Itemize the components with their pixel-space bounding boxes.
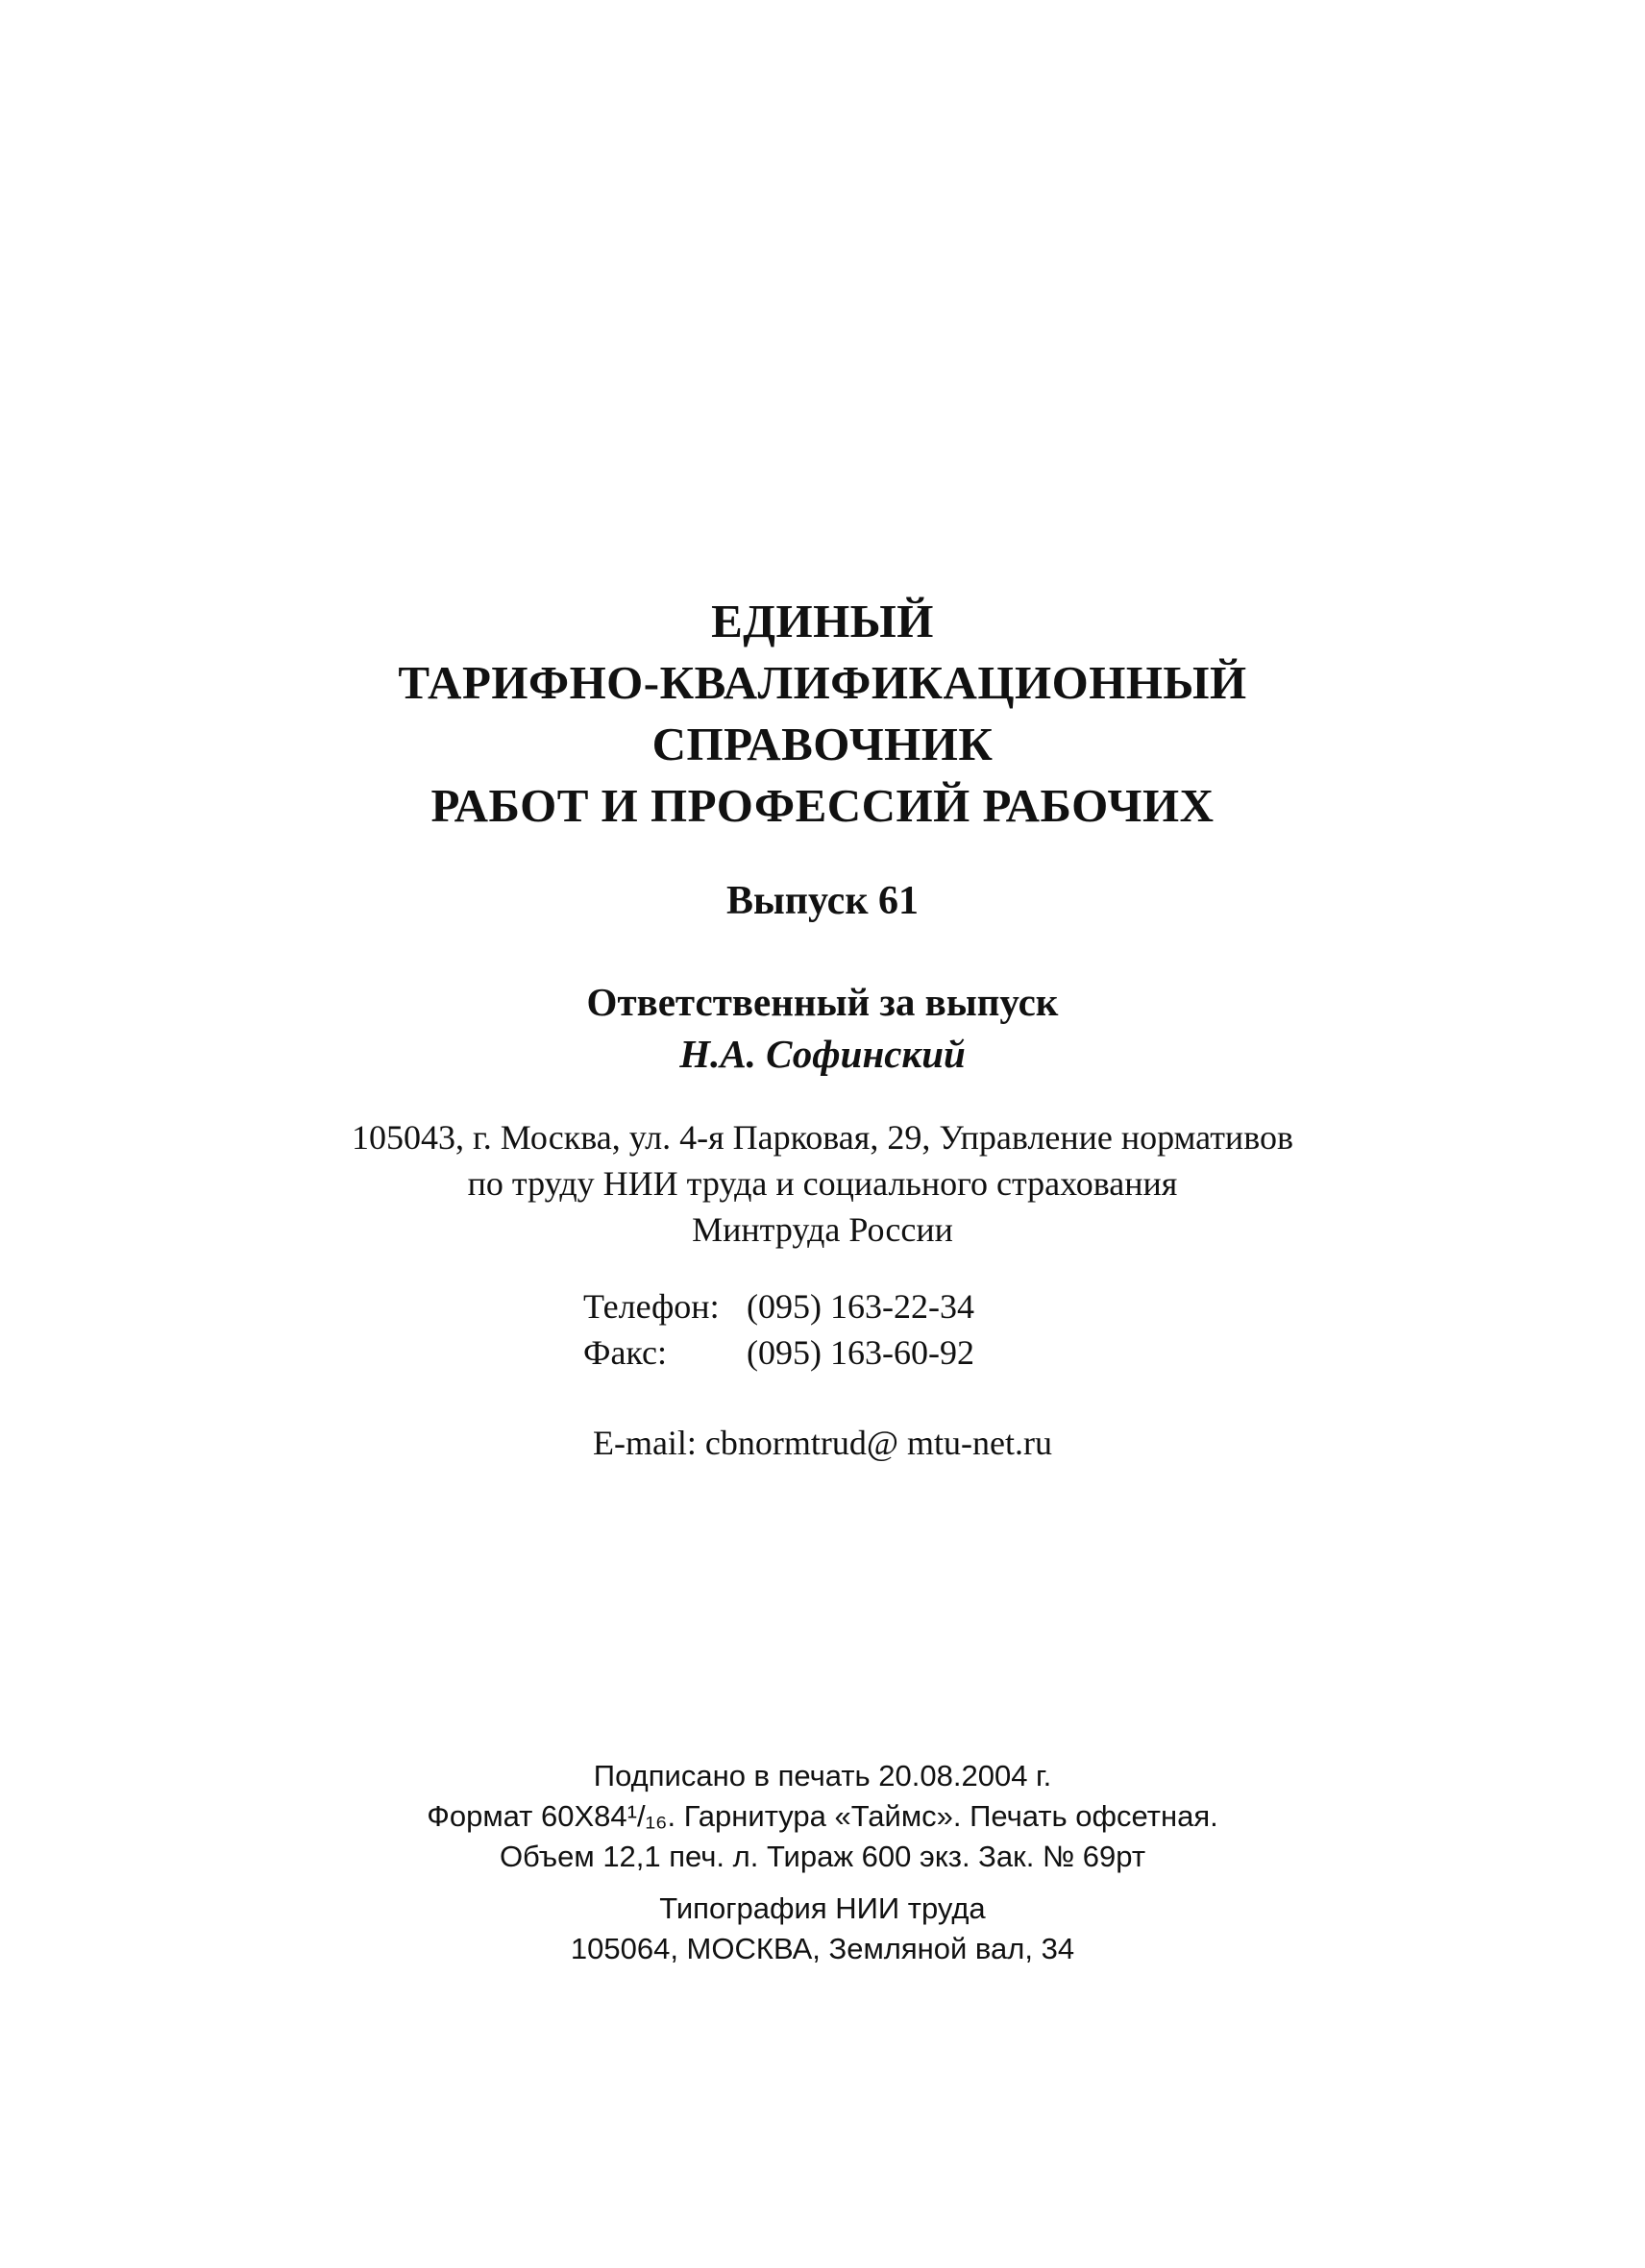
title-line-3: СПРАВОЧНИК [651,718,994,770]
imprint-line-1: Подписано в печать 20.08.2004 г. [593,1759,1052,1792]
address-line-1: 105043, г. Москва, ул. 4-я Парковая, 29, Управление нормативов [352,1118,1293,1157]
title-line-4: РАБОТ И ПРОФЕССИЙ РАБОЧИХ [430,779,1215,832]
title-line-2: ТАРИФНО-КВАЛИФИКАЦИОННЫЙ [398,656,1247,709]
fax-value: (095) 163-60-92 [747,1333,974,1372]
contacts-block [583,1283,1160,1376]
address-block [0,1114,1645,1253]
imprint-block [0,1756,1645,1877]
document-title [0,591,1645,837]
printer-line-1: Типография НИИ труда [659,1891,986,1925]
printer-block [0,1889,1645,1969]
issue-number: Выпуск 61 [725,879,920,923]
phone-value: (095) 163-22-34 [747,1287,974,1326]
responsible-name: Н.А. Софинский [679,1032,966,1076]
phone-label: Телефон: [583,1287,720,1326]
phone-row [583,1283,1160,1329]
imprint-line-2: Формат 60Х84¹/₁₆. Гарнитура «Таймс». Печать офсетная. [427,1799,1218,1833]
email-line: E-mail: cbnormtrud@ mtu-net.ru [592,1424,1053,1462]
fax-label: Факс: [583,1333,667,1372]
responsible-block [0,976,1645,1080]
address-line-2: по труду НИИ труда и социального страхования [467,1164,1178,1203]
responsible-label: Ответственный за выпуск [586,980,1059,1024]
fax-row [583,1329,1160,1376]
imprint-line-3: Объем 12,1 печ. л. Тираж 600 экз. Зак. № 69рт [499,1840,1146,1873]
title-line-1: ЕДИНЫЙ [711,595,934,647]
printer-line-2: 105064, МОСКВА, Земляной вал, 34 [570,1932,1075,1965]
address-line-3: Минтруда России [692,1210,953,1249]
